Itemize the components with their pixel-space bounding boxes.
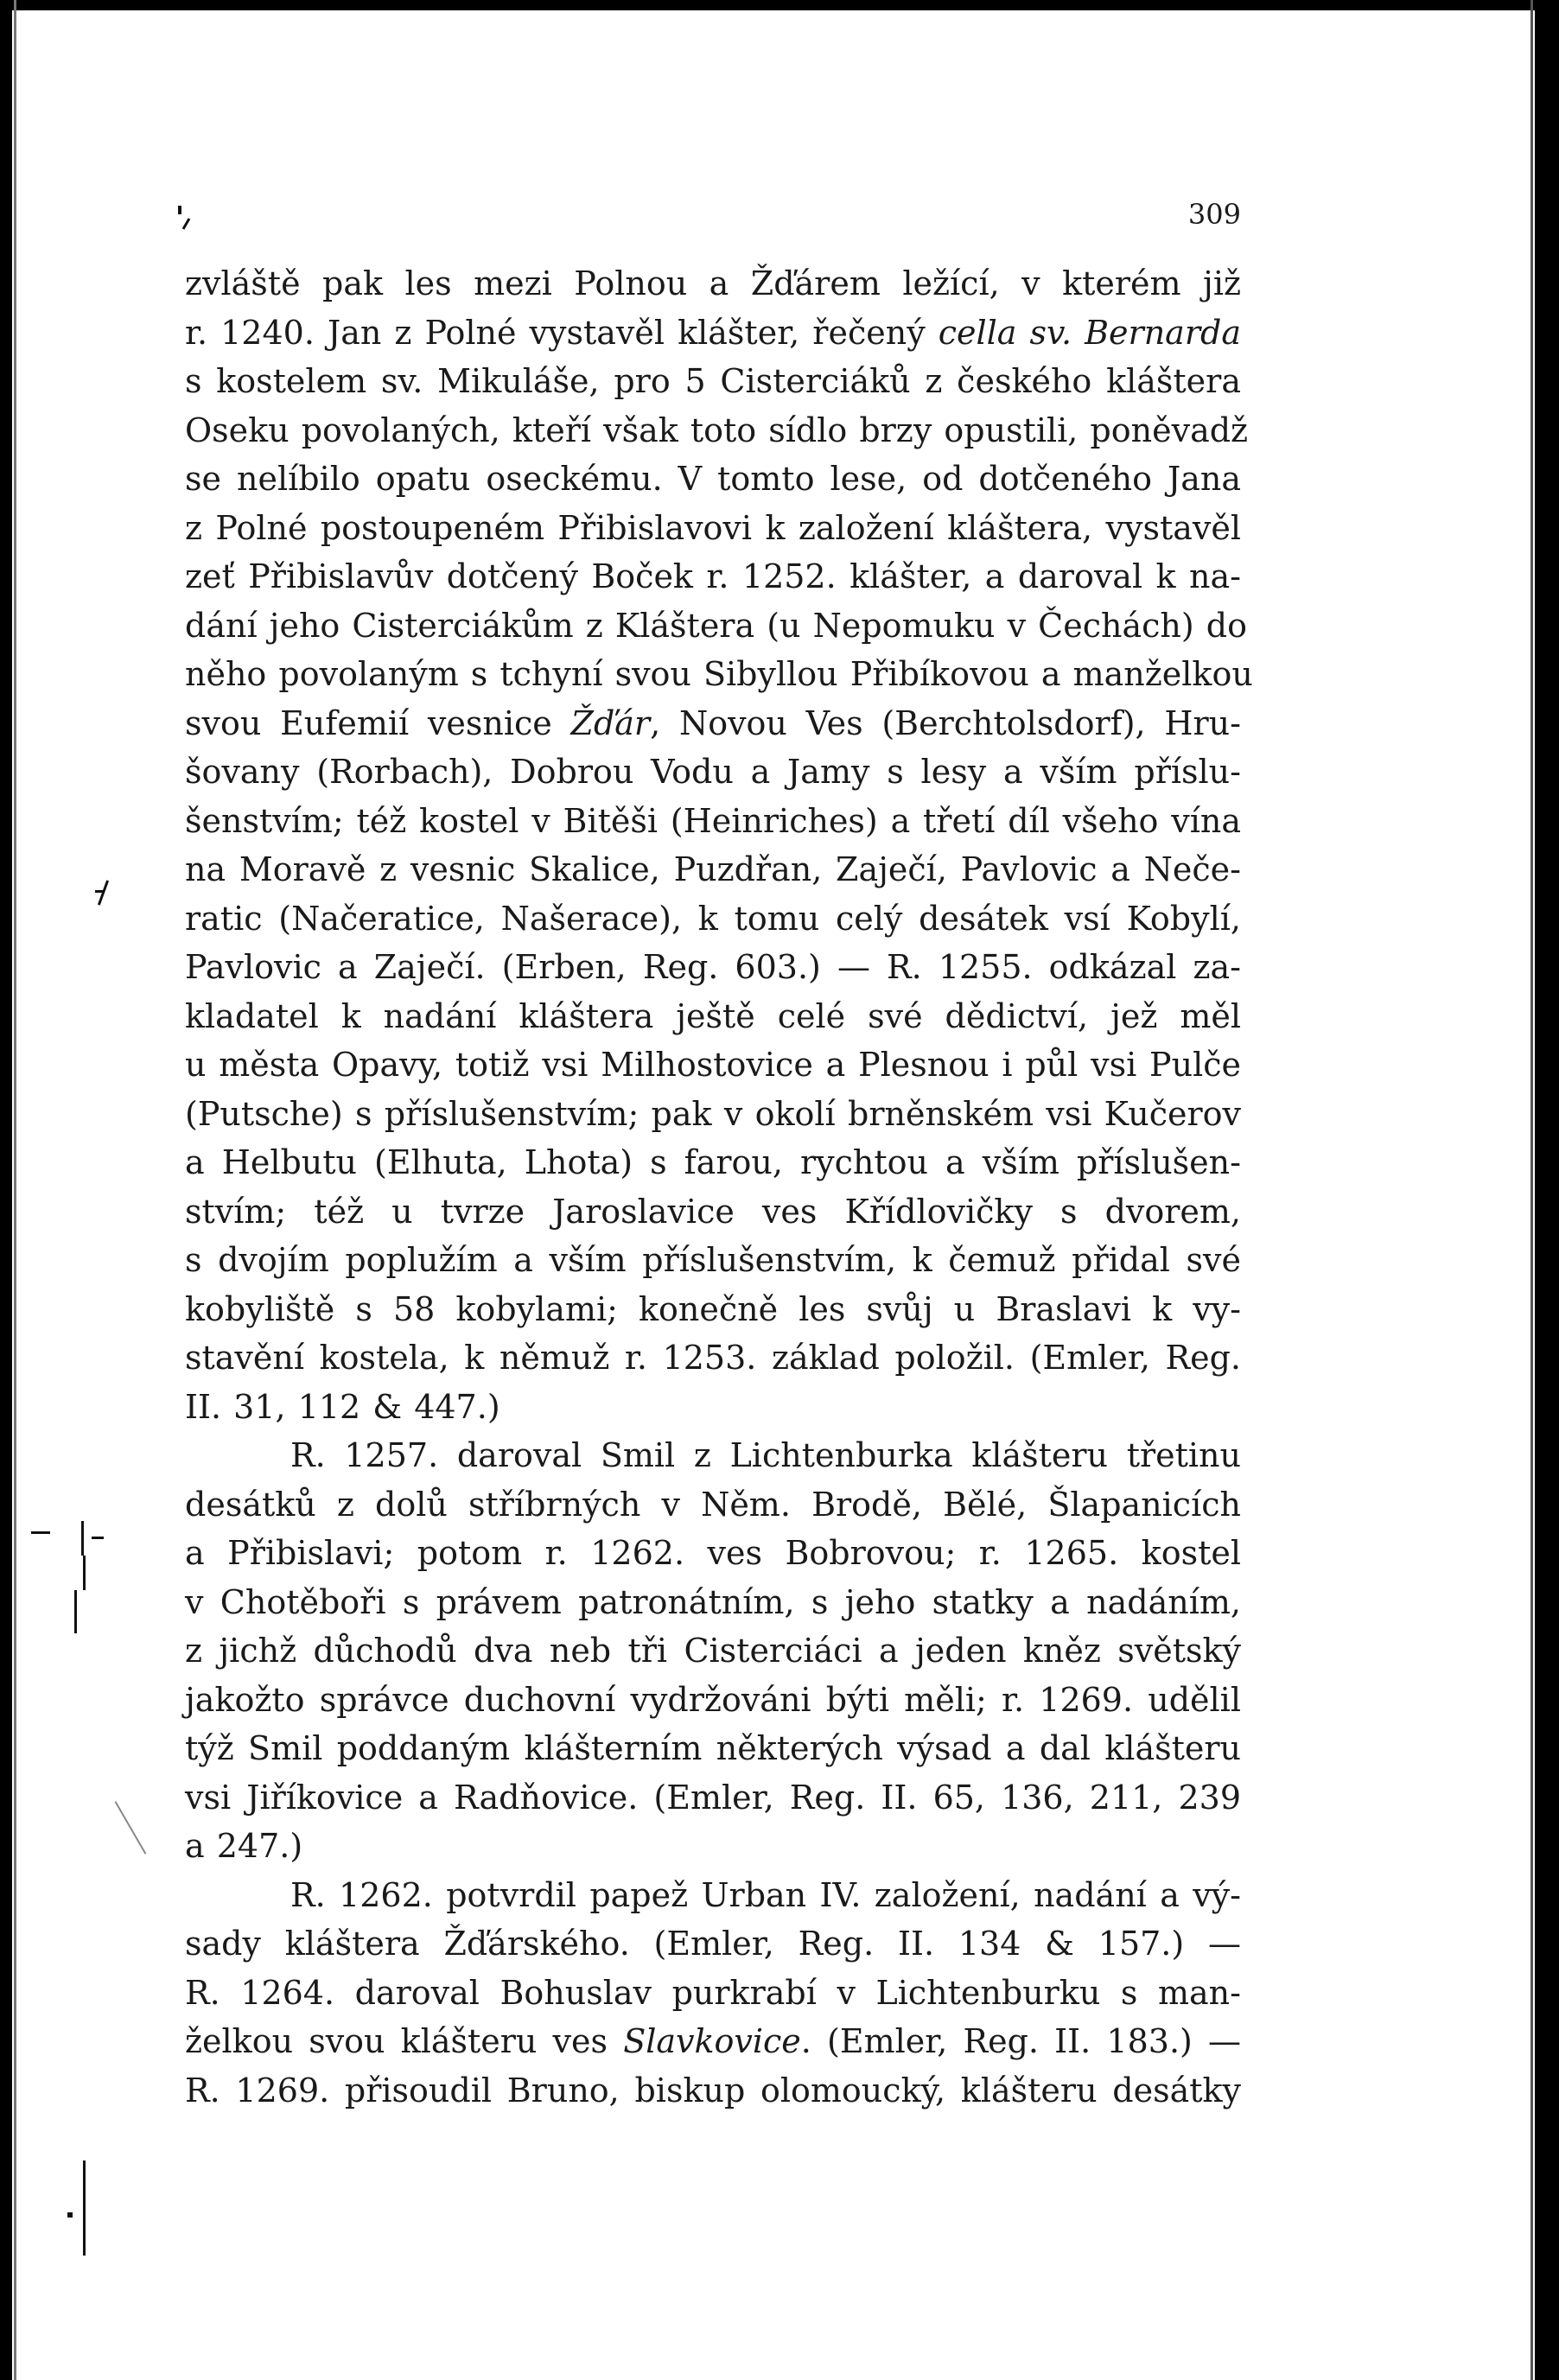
text-segment: kladatel k nadání kláštera ještě celé své dědictví, jež měl — [185, 996, 1241, 1035]
text-line — [185, 601, 1247, 651]
text-line — [185, 552, 1241, 601]
text-segment: desátků z dolů stříbrných v Něm. Brodě, Bělé, Šlapanicích — [185, 1485, 1241, 1524]
text-segment: R. 1262. potvrdil papež Urban IV. založení, nadání a vý- — [290, 1875, 1241, 1914]
text-segment: zeť Přibislavův dotčený Boček r. 1252. klášter, a daroval k na- — [185, 557, 1241, 595]
text-segment: (Putsche) s příslušenstvím; pak v okolí brněnském vsi Kučerov — [185, 1094, 1241, 1133]
text-segment: a 247.) — [185, 1827, 303, 1865]
text-line — [185, 259, 1241, 309]
scan-border-left — [0, 0, 12, 2380]
text-segment: zvláště pak les mezi Polnou a Žďárem ležící, v kterém již — [185, 264, 1241, 302]
text-segment: R. 1264. daroval Bohuslav purkrabí v Lichtenburku s man- — [185, 1973, 1241, 2012]
text-line — [185, 1969, 1241, 2018]
italic-text: Žďár — [570, 703, 651, 742]
text-line — [185, 1480, 1241, 1530]
scan-speck — [31, 1531, 50, 1534]
text-line — [185, 1285, 1241, 1334]
text-line — [185, 1431, 1241, 1480]
text-line — [185, 504, 1241, 553]
text-line — [185, 1919, 1241, 1969]
text-segment: v Chotěboři s právem patronátním, s jeho statky a nadáním, — [185, 1582, 1241, 1621]
scan-border-left-inner — [14, 0, 16, 2380]
text-line — [185, 845, 1241, 894]
text-segment: vsi Jiříkovice a Radňovice. (Emler, Reg. II. 65, 136, 211, 239 — [185, 1778, 1241, 1817]
text-segment: Oseku povolaných, kteří však toto sídlo brzy opustili, poněvadž — [185, 410, 1249, 449]
text-line — [185, 943, 1241, 992]
text-line — [185, 1626, 1241, 1676]
text-line — [185, 1090, 1241, 1139]
text-line — [185, 992, 1241, 1041]
text-segment: dání jeho Cisterciákům z Kláštera (u Nepomuku v Čechách) do — [185, 606, 1247, 645]
text-line — [185, 1724, 1241, 1773]
text-segment: a Helbutu (Elhuta, Lhota) s farou, rychtou a vším příslušen- — [185, 1143, 1241, 1181]
text-segment: sady kláštera Žďárského. (Emler, Reg. II. 134 & 157.) — — [185, 1925, 1241, 1963]
scan-speck — [83, 1556, 86, 1590]
text-segment: šenstvím; též kostel v Bitěši (Heinriches) a třetí díl všeho vína — [185, 801, 1241, 840]
text-segment: svou Eufemií vesnice — [185, 703, 571, 742]
text-line — [185, 699, 1241, 748]
text-line — [185, 748, 1241, 797]
scan-speck — [182, 218, 191, 230]
text-line — [185, 2017, 1241, 2066]
text-segment: , Novou Ves (Berchtolsdorf), Hru- — [650, 703, 1241, 742]
text-segment: R. 1257. daroval Smil z Lichtenburka klášteru třetinu — [290, 1436, 1241, 1474]
text-line — [185, 1333, 1241, 1383]
scan-border-right — [1535, 0, 1559, 2380]
scan-speck — [178, 206, 181, 214]
text-line — [185, 1187, 1241, 1237]
page-number: 309 — [1187, 198, 1241, 231]
text-line — [185, 797, 1241, 846]
text-segment: z jichž důchodů dva neb tři Cisterciáci a jeden kněz světský — [185, 1632, 1241, 1670]
italic-text: Slavkovice — [623, 2022, 801, 2060]
text-segment: se nelíbilo opatu oseckému. V tomto lese, od dotčeného Jana — [185, 460, 1241, 498]
text-segment: kobyliště s 58 kobylami; konečně les svůj u Braslavi k vy- — [185, 1289, 1241, 1328]
scan-speck — [92, 1537, 104, 1539]
text-line — [185, 1871, 1241, 1920]
text-segment: u města Opavy, totiž vsi Milhostovice a Plesnou i půl vsi Pulče — [185, 1046, 1241, 1084]
scan-speck — [81, 1521, 84, 1556]
scan-speck — [83, 2160, 86, 2256]
text-segment: R. 1269. přisoudil Bruno, biskup olomoucký, klášteru desátky — [185, 2071, 1241, 2110]
text-segment: týž Smil poddaným klášterním některých výsad a dal klášteru — [185, 1729, 1241, 1767]
text-segment: z Polné postoupeném Přibislavovi k založení kláštera, vystavěl — [185, 508, 1241, 547]
scan-speck — [67, 2212, 73, 2218]
body-text — [185, 259, 1253, 2115]
text-line — [185, 1773, 1241, 1823]
text-segment: stvím; též u tvrze Jaroslavice ves Křídlovičky s dvorem, — [185, 1192, 1241, 1231]
text-segment: a Přibislavi; potom r. 1262. ves Bobrovou; r. 1265. kostel — [185, 1534, 1241, 1572]
text-line — [185, 1529, 1241, 1578]
text-line — [185, 1040, 1241, 1090]
text-segment: II. 31, 112 & 447.) — [185, 1387, 500, 1426]
italic-text: cella sv. Bernarda — [938, 313, 1241, 352]
scan-speck — [98, 880, 109, 905]
scan-speck — [115, 1801, 147, 1855]
text-line — [185, 357, 1241, 406]
text-line — [185, 2066, 1241, 2116]
text-segment: stavění kostela, k němuž r. 1253. základ položil. (Emler, Reg. — [185, 1339, 1241, 1377]
text-line — [185, 406, 1249, 455]
text-line — [185, 650, 1253, 699]
text-line — [185, 455, 1241, 504]
text-segment: . (Emler, Reg. II. 183.) — — [800, 2022, 1242, 2060]
text-segment: Pavlovic a Zaječí. (Erben, Reg. 603.) — R. 1255. odkázal za- — [185, 948, 1241, 986]
text-line — [185, 1676, 1241, 1725]
text-line — [185, 1822, 1241, 1871]
text-line — [185, 1383, 1241, 1432]
text-line — [185, 894, 1241, 944]
text-line — [185, 309, 1241, 358]
text-line — [185, 1138, 1241, 1187]
text-segment: s kostelem sv. Mikuláše, pro 5 Cisterciáků z českého kláštera — [185, 362, 1241, 400]
scan-speck — [74, 1590, 77, 1633]
text-segment: r. 1240. Jan z Polné vystavěl klášter, řečený — [185, 313, 939, 352]
text-segment: s dvojím poplužím a vším příslušenstvím, k čemuž přidal své — [185, 1241, 1241, 1279]
text-segment: ratic (Načeratice, Našerace), k tomu celý desátek vsí Kobylí, — [185, 899, 1241, 938]
text-line — [185, 1578, 1241, 1627]
text-segment: želkou svou klášteru ves — [185, 2022, 624, 2060]
scan-border-right-inner — [1530, 0, 1533, 2380]
text-line — [185, 1236, 1241, 1285]
text-segment: šovany (Rorbach), Dobrou Vodu a Jamy s lesy a vším příslu- — [185, 753, 1241, 791]
text-segment: jakožto správce duchovní vydržováni býti měli; r. 1269. udělil — [185, 1680, 1241, 1719]
text-segment: něho povolaným s tchyní svou Sibyllou Přibíkovou a manželkou — [185, 655, 1253, 693]
text-segment: na Moravě z vesnic Skalice, Puzdřan, Zaječí, Pavlovic a Neče- — [185, 850, 1241, 888]
scan-border-top — [0, 0, 1559, 10]
